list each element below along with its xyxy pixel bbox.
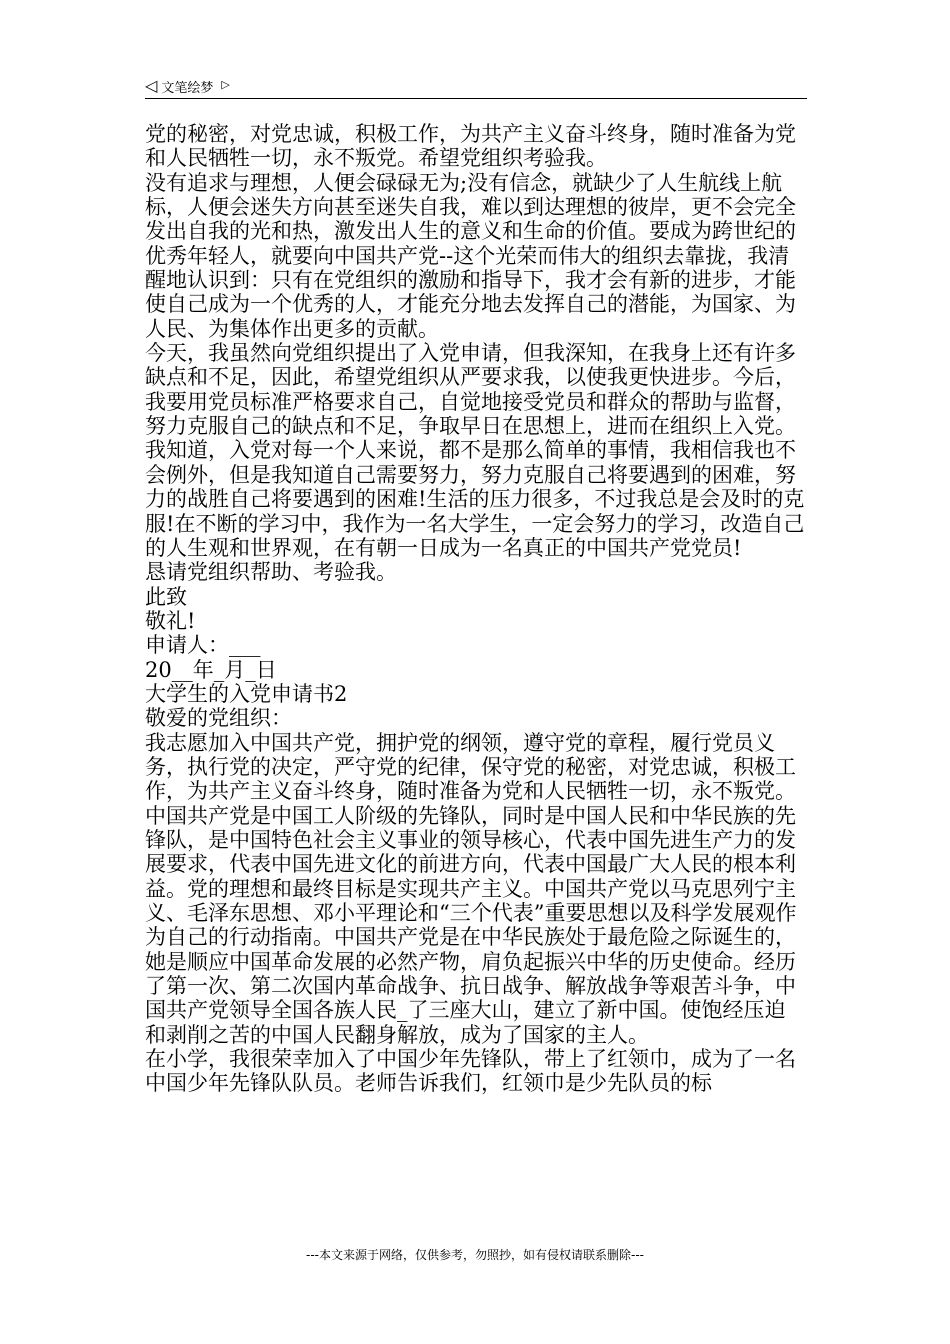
closing-salutation: 此致: [145, 584, 187, 609]
paragraph: 党的秘密，对党忠诚，积极工作，为共产主义奋斗终身，随时准备为党和人民牺牲一切，永不叛党。希望党组织考验我。: [145, 122, 796, 171]
date-line: 20__年_月_日: [145, 657, 277, 682]
closing-regards: 敬礼!: [145, 608, 196, 633]
paragraph: 中国共产党是中国工人阶级的先锋队，同时是中国人民和中华民族的先锋队，是中国特色社会主义事业的领导核心，代表中国先进生产力的发展要求，代表中国先进文化的前进方向，代表中国最广大人民的根本利益。党的理想和最终目标是实现共产主义。中国共产党以马克思列宁主义、毛泽东思想、邓小平理论和“三个代表”重要思想以及科学发展观作为自己的行动指南。中国共产党是在中华民族处于最危险之际诞生的，她是顺应中国革命发展的必然产物，肩负起振兴中华的历史使命。经历了第一次、第二次国内革命战争、抗日战争、解放战争等艰苦斗争，中国共产党领导全国各族人民_了三座大山，建立了新中国。使饱经压迫和剥削之苦的中国人民翻身解放，成为了国家的主人。: [145, 803, 797, 1047]
triangle-left-icon: ◁: [145, 76, 158, 95]
paragraph: 恳请党组织帮助、考验我。: [145, 560, 397, 585]
page-header: [145, 74, 807, 99]
triangle-right-icon: ▷: [221, 77, 230, 91]
page-footer: ---本文来源于网络，仅供参考，勿照抄，如有侵权请联系删除---: [306, 1248, 644, 1262]
paragraph: 在小学，我很荣幸加入了中国少年先锋队，带上了红领巾，成为了一名中国少年先锋队队员。老师告诉我们，红领巾是少先队员的标: [145, 1047, 796, 1096]
greeting: 敬爱的党组织：: [145, 706, 292, 731]
paragraph: 我志愿加入中国共产党，拥护党的纲领，遵守党的章程，履行党员义务，执行党的决定，严守党的纪律，保守党的秘密，对党忠诚，积极工作，为共产主义奋斗终身，随时准备为党和人民牺牲一切，永不叛党。: [145, 730, 796, 804]
paragraph: 我知道，入党对每一个人来说，都不是那么简单的事情，我相信我也不会例外，但是我知道自己需要努力，努力克服自己将要遇到的困难，努力的战胜自己将要遇到的困难!生活的压力很多，不过我总是会及时的克服!在不断的学习中，我作为一名大学生，一定会努力的学习，改造自己的人生观和世界观，在有朝一日成为一名真正的中国共产党党员!: [145, 438, 805, 560]
document-body: [145, 122, 805, 1096]
paragraph: 今天，我虽然向党组织提出了入党申请，但我深知，在我身上还有许多缺点和不足，因此，希望党组织从严要求我，以使我更快进步。今后，我要用党员标准严格要求自己，自觉地接受党员和群众的帮助与监督，努力克服自己的缺点和不足，争取早日在思想上，进而在组织上入党。: [145, 341, 796, 439]
section-title: 大学生的入党申请书2: [145, 681, 348, 706]
header-title: 文笔绘梦: [161, 80, 214, 96]
applicant-line: 申请人：___: [145, 633, 261, 658]
paragraph: 没有追求与理想，人便会碌碌无为;没有信念，就缺少了人生航线上航标，人便会迷失方向甚至迷失自我，难以到达理想的彼岸，更不会完全发出自我的光和热，激发出人生的意义和生命的价值。要成为跨世纪的优秀年轻人，就要向中国共产党--这个光荣而伟大的组织去靠拢，我清醒地认识到：只有在党组织的激励和指导下，我才会有新的进步，才能使自己成为一个优秀的人，才能充分地去发挥自己的潜能，为国家、为人民、为集体作出更多的贡献。: [145, 170, 796, 341]
